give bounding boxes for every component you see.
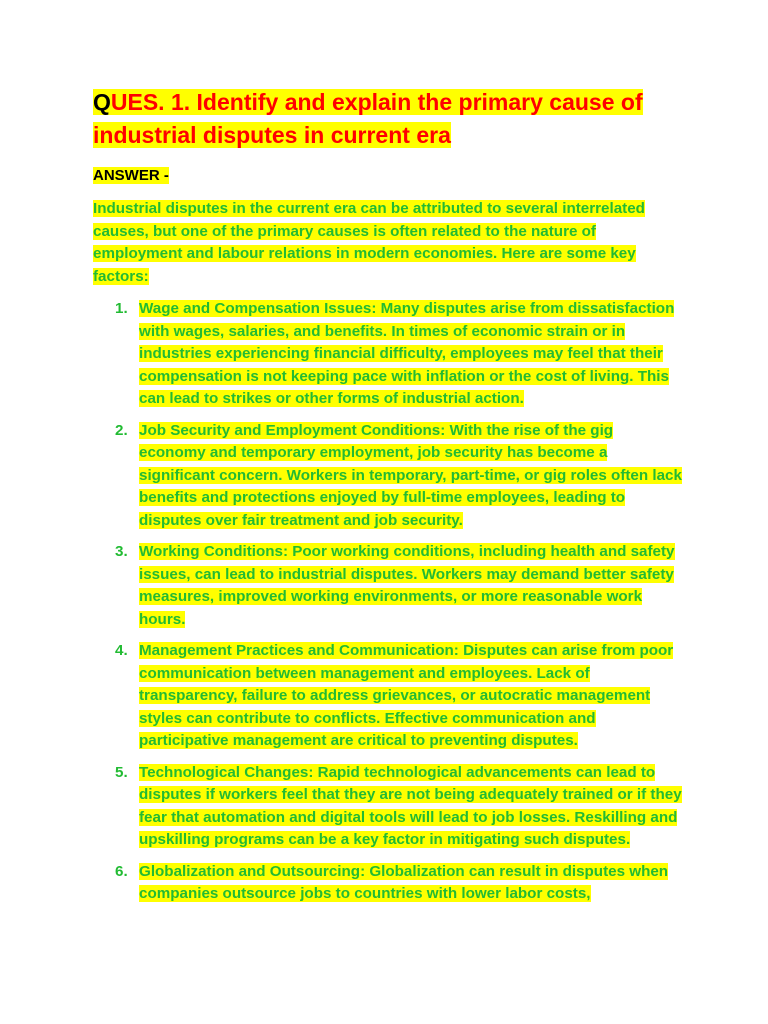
list-item-number: 4. [115, 642, 128, 659]
list-item-number: 3. [115, 543, 128, 560]
intro-paragraph [93, 198, 683, 288]
question-text: UES. 1. Identify and explain the primary cause of industrial disputes in current era [93, 89, 643, 148]
list-item-number: 1. [115, 300, 128, 317]
list-item [93, 420, 683, 533]
question-prefix: Q [93, 89, 111, 115]
answer-label [93, 166, 683, 186]
list-item-text: Technological Changes: Rapid technological advancements can lead to disputes if workers feel that they are not being adequately trained or if they fear that automation and digital tools will lead to job losses. Reskilling and upskilling programs can be a key factor in mitigating such disputes. [139, 763, 682, 848]
list-item-text: Management Practices and Communication: Disputes can arise from poor communication between management and employees. Lack of transparency, failure to address grievances, or autocratic management styles can contribute to conflicts. Effective communication and participative management are critical to preventing disputes. [139, 642, 674, 749]
list-item-text: Job Security and Employment Conditions: With the rise of the gig economy and temporary employment, job security has become a significant concern. Workers in temporary, part-time, or gig roles often lack benefits and protections enjoyed by full-time employees, leading to disputes over fair treatment and job security. [139, 421, 682, 529]
list-item-number: 2. [115, 421, 128, 439]
list-item [93, 541, 683, 631]
intro-text: Industrial disputes in the current era can be attributed to several interrelated causes, but one of the primary causes is often related to the nature of employment and labour relations in modern economies. Here are some key factors: [93, 200, 645, 285]
list-item-text: Wage and Compensation Issues: Many disputes arise from dissatisfaction with wages, salaries, and benefits. In times of economic strain or in industries experiencing financial difficulty, employees may feel that their compensation is not keeping pace with inflation or the cost of living. This can lead to strikes or other forms of industrial action. [139, 300, 675, 407]
list-item [93, 298, 683, 411]
list-item-number: 5. [115, 763, 128, 781]
list-item-text: Globalization and Outsourcing: Globalization can result in disputes when companies outsource jobs to countries with lower labor costs, [139, 862, 669, 902]
question-title [93, 86, 683, 152]
list-item [93, 861, 683, 906]
list-item-text: Working Conditions: Poor working conditions, including health and safety issues, can lead to industrial disputes. Workers may demand better safety measures, improved working environments, or more reasonable work hours. [139, 543, 675, 628]
causes-list [93, 298, 683, 906]
document-page [93, 86, 683, 915]
list-item [93, 640, 683, 753]
list-item-number: 6. [115, 862, 128, 880]
answer-label-text: ANSWER - [93, 167, 169, 184]
list-item [93, 762, 683, 852]
